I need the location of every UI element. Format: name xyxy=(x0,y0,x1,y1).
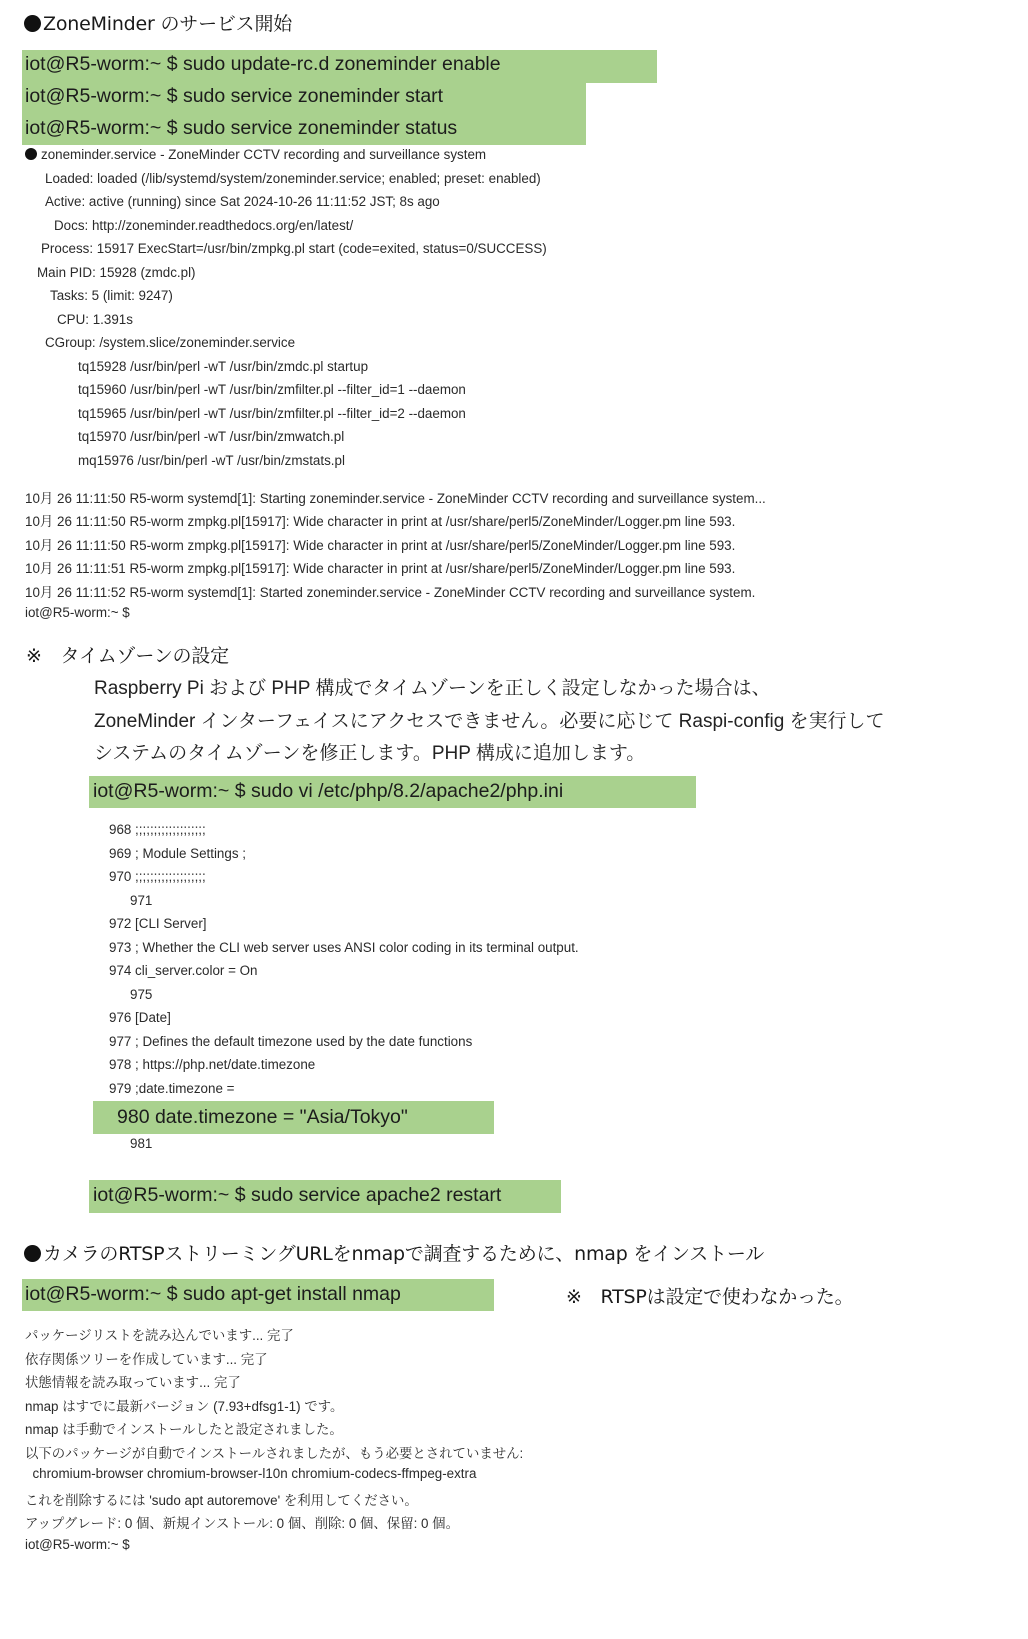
command-line: iot@R5-worm:~ $ sudo update-rc.d zoneminder enable xyxy=(25,53,501,75)
ini-line: 975 xyxy=(130,987,153,1002)
timezone-heading: ※ タイムゾーンの設定 xyxy=(26,645,229,667)
timezone-paragraph-line: Raspberry Pi および PHP 構成でタイムゾーンを正しく設定しなかった場合は、 xyxy=(94,678,771,699)
ini-highlight-line: 980 date.timezone = "Asia/Tokyo" xyxy=(117,1106,408,1128)
cgroup-line: mq15976 /usr/bin/perl -wT /usr/bin/zmstats.pl xyxy=(78,453,345,468)
output-line: 状態情報を読み取っています... 完了 xyxy=(25,1375,241,1390)
ini-line: 968 ;;;;;;;;;;;;;;;;;;; xyxy=(109,822,206,837)
prompt-line: iot@R5-worm:~ $ xyxy=(25,1537,130,1552)
status-header xyxy=(25,147,486,162)
status-line: Process: 15917 ExecStart=/usr/bin/zmpkg.pl start (code=exited, status=0/SUCCESS) xyxy=(41,241,547,256)
ini-line: 976 [Date] xyxy=(109,1010,171,1025)
command-line: iot@R5-worm:~ $ sudo service zoneminder start xyxy=(25,85,444,107)
bullet-icon xyxy=(24,1245,41,1262)
ini-line: 973 ; Whether the CLI web server uses ANSI color coding in its terminal output. xyxy=(109,940,579,955)
status-line: CGroup: /system.slice/zoneminder.service xyxy=(45,335,296,350)
output-line: 依存関係ツリーを作成しています... 完了 xyxy=(25,1352,268,1367)
cgroup-line: tq15960 /usr/bin/perl -wT /usr/bin/zmfilter.pl --filter_id=1 --daemon xyxy=(78,382,466,397)
log-line: 10月 26 11:11:50 R5-worm systemd[1]: Starting zoneminder.service - ZoneMinder CCTV recording and surveillance system... xyxy=(25,491,766,506)
output-line: nmap は手動でインストールしたと設定されました。 xyxy=(25,1422,343,1437)
log-line: 10月 26 11:11:50 R5-worm zmpkg.pl[15917]: Wide character in print at /usr/share/perl5/ZoneMinder/Logger.pm line 593. xyxy=(25,538,736,553)
status-dot-icon xyxy=(25,148,37,160)
output-line: 以下のパッケージが自動でインストールされましたが、もう必要とされていません: xyxy=(25,1446,524,1461)
status-line: Tasks: 5 (limit: 9247) xyxy=(50,288,173,303)
ini-line: 978 ; https://php.net/date.timezone xyxy=(109,1057,316,1072)
section-heading-nmap-install xyxy=(24,1239,764,1266)
ini-line: 979 ;date.timezone = xyxy=(109,1081,235,1096)
output-line: nmap はすでに最新バージョン (7.93+dfsg1-1) です。 xyxy=(25,1399,344,1414)
heading-text: ZoneMinder のサービス開始 xyxy=(43,13,293,35)
ini-line: 970 ;;;;;;;;;;;;;;;;;;; xyxy=(109,869,206,884)
log-line: 10月 26 11:11:51 R5-worm zmpkg.pl[15917]: Wide character in print at /usr/share/perl5/ZoneMinder/Logger.pm line 593. xyxy=(25,561,736,576)
section-heading-zoneminder-start xyxy=(24,9,292,36)
ini-line: 977 ; Defines the default timezone used by the date functions xyxy=(109,1034,473,1049)
command-line: iot@R5-worm:~ $ sudo service zoneminder status xyxy=(25,117,458,139)
command-line: iot@R5-worm:~ $ sudo apt-get install nmap xyxy=(25,1283,401,1305)
status-line: Active: active (running) since Sat 2024-10-26 11:11:52 JST; 8s ago xyxy=(45,194,440,209)
status-line: Loaded: loaded (/lib/systemd/system/zoneminder.service; enabled; preset: enabled) xyxy=(45,171,541,186)
status-header-text: zoneminder.service - ZoneMinder CCTV recording and surveillance system xyxy=(41,147,487,162)
command-line: iot@R5-worm:~ $ sudo vi /etc/php/8.2/apache2/php.ini xyxy=(93,780,564,802)
ini-line: 981 xyxy=(130,1136,153,1151)
bullet-icon xyxy=(24,15,41,32)
note-text: ※ RTSPは設定で使わなかった。 xyxy=(566,1286,854,1308)
log-line: 10月 26 11:11:52 R5-worm systemd[1]: Started zoneminder.service - ZoneMinder CCTV recording and surveillance system. xyxy=(25,585,756,600)
status-line: Docs: http://zoneminder.readthedocs.org/en/latest/ xyxy=(54,218,354,233)
prompt-line: iot@R5-worm:~ $ xyxy=(25,605,130,620)
cgroup-line: tq15965 /usr/bin/perl -wT /usr/bin/zmfilter.pl --filter_id=2 --daemon xyxy=(78,406,466,421)
output-line: パッケージリストを読み込んでいます... 完了 xyxy=(25,1328,294,1343)
status-line: CPU: 1.391s xyxy=(57,312,133,327)
ini-line: 972 [CLI Server] xyxy=(109,916,207,931)
command-line: iot@R5-worm:~ $ sudo service apache2 restart xyxy=(93,1184,502,1206)
cgroup-line: tq15970 /usr/bin/perl -wT /usr/bin/zmwatch.pl xyxy=(78,429,345,444)
output-line: アップグレード: 0 個、新規インストール: 0 個、削除: 0 個、保留: 0 個。 xyxy=(25,1516,459,1531)
timezone-paragraph-line: ZoneMinder インターフェイスにアクセスできません。必要に応じて Raspi-config を実行して xyxy=(94,711,885,732)
ini-line: 969 ; Module Settings ; xyxy=(109,846,246,861)
cgroup-line: tq15928 /usr/bin/perl -wT /usr/bin/zmdc.pl startup xyxy=(78,359,369,374)
ini-line: 971 xyxy=(130,893,153,908)
output-line: これを削除するには 'sudo apt autoremove' を利用してください。 xyxy=(25,1493,418,1508)
heading-text: カメラのRTSPストリーミングURLをnmapで調査するために、nmap をインストール xyxy=(43,1243,765,1265)
status-line: Main PID: 15928 (zmdc.pl) xyxy=(37,265,196,280)
timezone-paragraph-line: システムのタイムゾーンを修正します。PHP 構成に追加します。 xyxy=(94,743,646,764)
ini-line: 974 cli_server.color = On xyxy=(109,963,258,978)
log-line: 10月 26 11:11:50 R5-worm zmpkg.pl[15917]: Wide character in print at /usr/share/perl5/ZoneMinder/Logger.pm line 593. xyxy=(25,514,736,529)
output-line: chromium-browser chromium-browser-l10n chromium-codecs-ffmpeg-extra xyxy=(25,1466,477,1481)
